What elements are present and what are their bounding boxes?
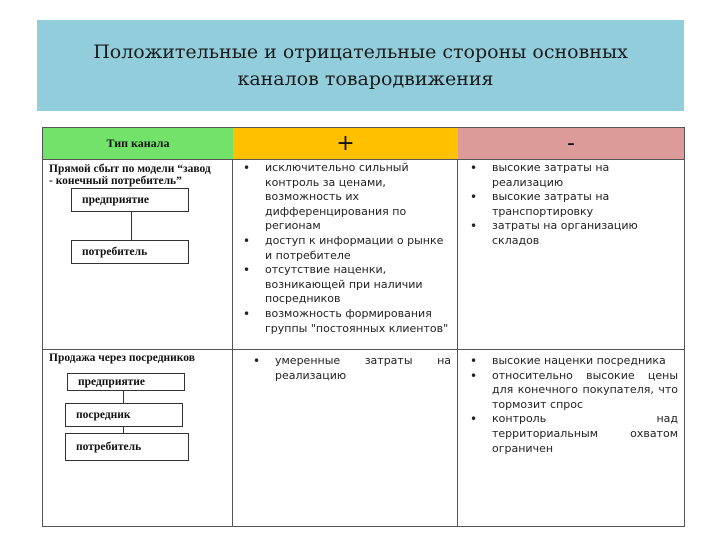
row1-connector xyxy=(131,212,132,240)
list-item: • затраты на организацию складов xyxy=(466,219,678,248)
row1-channel-title-line1: Прямой сбыт по модели “завод xyxy=(49,163,211,175)
row1-box-consumer: потребитель xyxy=(71,240,189,264)
row1-minus-list xyxy=(466,161,678,249)
header-plus: + xyxy=(233,128,458,160)
list-item: • отсутствие наценки, возникающей при наличии посредников xyxy=(239,263,451,307)
list-item: • исключительно сильный контроль за ценами, возможность их дифференцирования по регионам xyxy=(239,161,451,234)
header-minus: - xyxy=(458,128,684,160)
list-item: • высокие затраты на реализацию xyxy=(466,161,678,190)
row2-minus-list xyxy=(466,354,678,456)
list-item: • контроль над территориальным охватом ограничен xyxy=(466,412,678,456)
row-separator xyxy=(43,349,684,350)
row2-box-intermediary: посредник xyxy=(65,403,183,427)
list-item: • относительно высокие цены для конечного покупателя, что тормозит спрос xyxy=(466,369,678,413)
slide-title-line1: Положительные и отрицательные стороны основных xyxy=(93,40,628,63)
row1-plus-list xyxy=(239,161,451,336)
row1-channel-title-line2: - конечный потребитель” xyxy=(49,175,182,187)
list-item: • возможность формирования группы "постоянных клиентов" xyxy=(239,307,451,336)
list-item: • высокие затраты на транспортировку xyxy=(466,190,678,219)
slide-title-band xyxy=(37,20,684,111)
row2-plus-list xyxy=(249,354,451,383)
row1-box-enterprise: предприятие xyxy=(71,188,189,212)
list-item: • высокие наценки посредника xyxy=(466,354,678,369)
header-channel-type: Тип канала xyxy=(43,128,233,160)
slide-title-line2: каналов товародвижения xyxy=(237,67,494,90)
list-item: • умеренные затраты на реализацию xyxy=(249,354,451,383)
row2-channel-title: Продажа через посредников xyxy=(49,352,195,364)
row2-box-enterprise: предприятие xyxy=(67,373,185,391)
row2-box-consumer: потребитель xyxy=(65,433,189,461)
channels-table xyxy=(42,127,685,527)
row2-connector-1 xyxy=(123,391,124,403)
list-item: • доступ к информации о рынке и потребителе xyxy=(239,234,451,263)
